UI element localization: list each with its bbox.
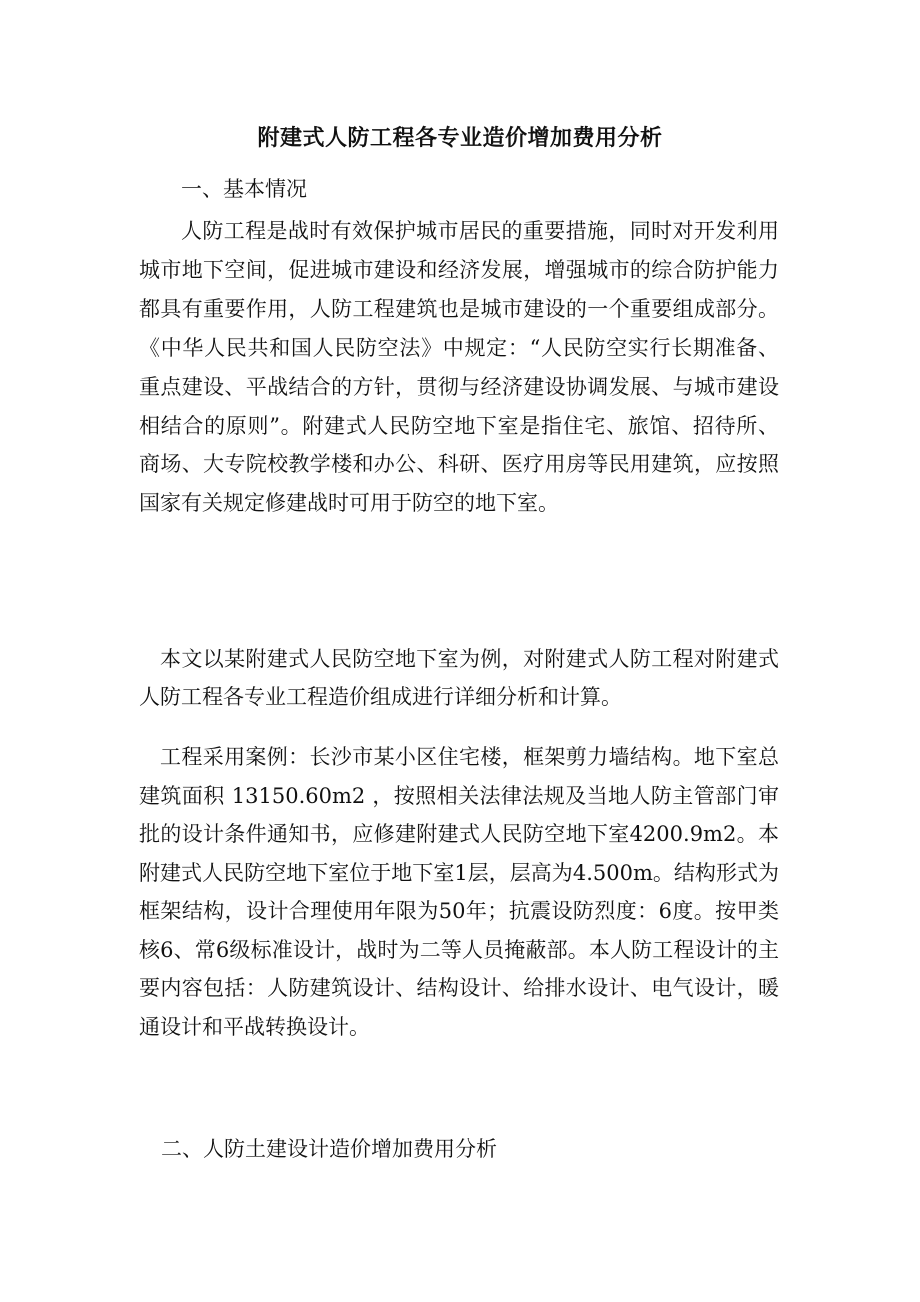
paragraph-purpose: 本文以某附建式人民防空地下室为例，对附建式人防工程对附建式人防工程各专业工程造价组成进行详细分析和计算。: [139, 647, 779, 709]
section-heading-civil-cost: 二、人防土建设计造价增加费用分析: [161, 1137, 497, 1161]
document-title: 附建式人防工程各专业造价增加费用分析: [257, 125, 663, 151]
section-heading-basic-info: 一、基本情况: [181, 177, 307, 201]
paragraph-case: 工程采用案例：长沙市某小区住宅楼，框架剪力墙结构。地下室总建筑面积 13150.60m2 ，按照相关法律法规及当地人防主管部门审批的设计条件通知书，应修建附建式人民防空地下室4200.9m2。本附建式人民防空地下室位于地下室1层，层高为4.500m。结构形式为框架结构，设计合理使用年限为50年；抗震设防烈度：6度。按甲类核6、常6级标准设计，战时为二等人员掩蔽部。本人防工程设计的主要内容包括：人防建筑设计、结构设计、给排水设计、电气设计，暖通设计和平战转换设计。: [139, 745, 779, 1039]
paragraph-intro: 人防工程是战时有效保护城市居民的重要措施，同时对开发利用城市地下空间，促进城市建设和经济发展，增强城市的综合防护能力都具有重要作用，人防工程建筑也是城市建设的一个重要组成部分。《中华人民共和国人民防空法》中规定：“人民防空实行长期准备、重点建设、平战结合的方针，贯彻与经济建设协调发展、与城市建设相结合的原则”。附建式人民防空地下室是指住宅、旅馆、招待所、商场、大专院校教学楼和办公、科研、医疗用房等民用建筑，应按照国家有关规定修建战时可用于防空的地下室。: [139, 219, 779, 516]
